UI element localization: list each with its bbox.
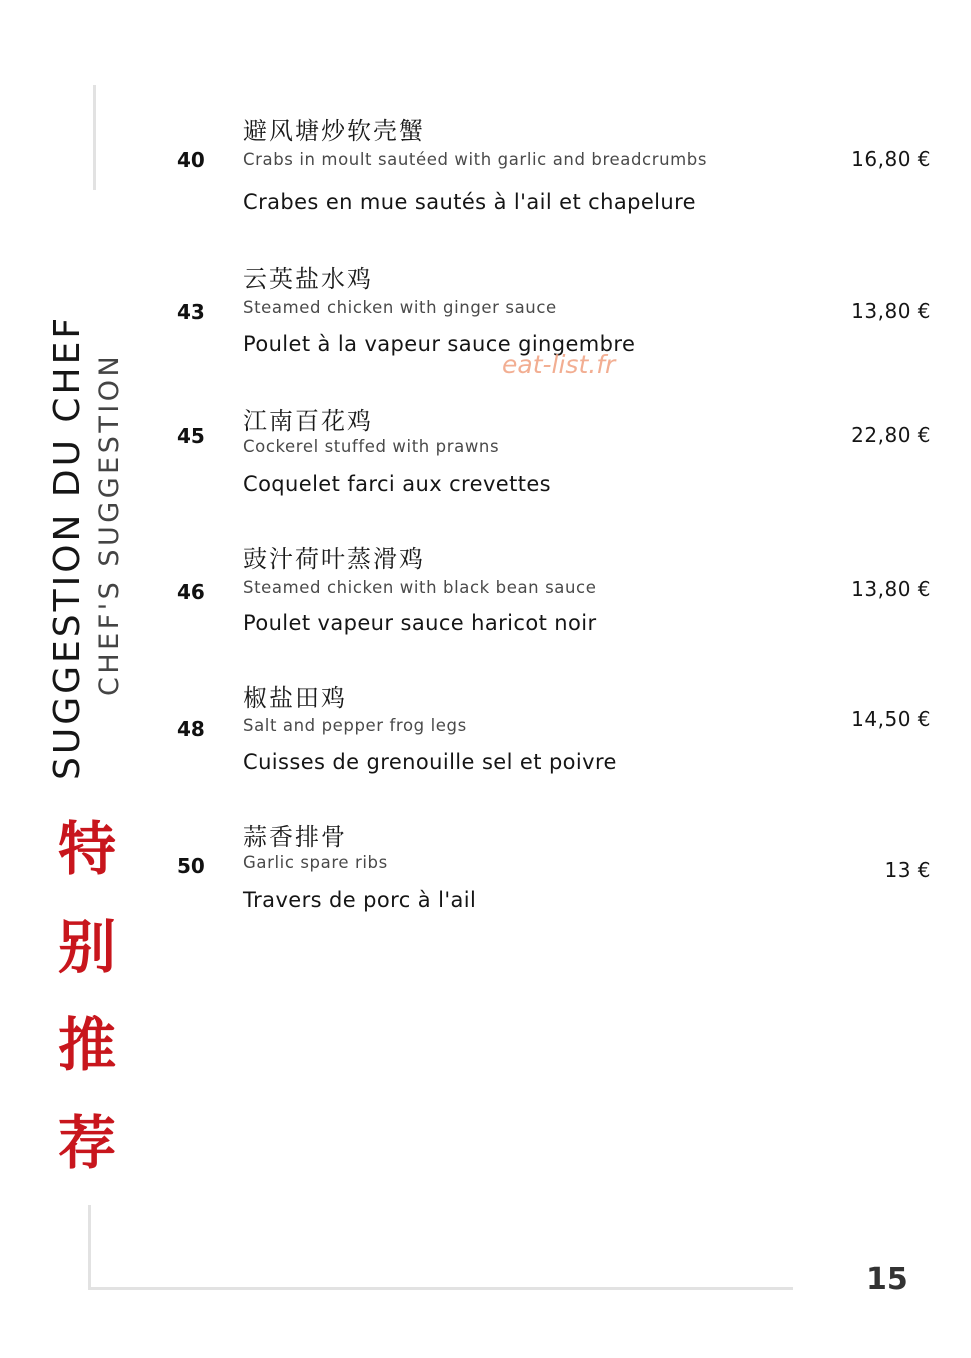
section-title-zh-char: 荐 — [57, 1109, 116, 1177]
frame-line-bottom-vertical — [88, 1205, 91, 1290]
item-price: 16,80 € — [851, 147, 931, 171]
section-title-fr: SUGGESTION DU CHEF — [47, 314, 88, 780]
item-price: 14,50 € — [851, 707, 931, 731]
item-price: 22,80 € — [851, 423, 931, 447]
page-number: 15 — [866, 1262, 908, 1297]
item-name-fr: Poulet à la vapeur sauce gingembre — [243, 332, 636, 356]
item-price: 13 € — [884, 858, 931, 882]
item-name-zh: 云英盐水鸡 — [243, 265, 373, 293]
watermark: eat-list.fr — [502, 350, 616, 379]
section-title-zh-char: 推 — [57, 1011, 116, 1079]
item-name-en: Cockerel stuffed with prawns — [243, 437, 500, 456]
item-number: 45 — [177, 424, 205, 448]
item-name-zh: 避风塘炒软壳蟹 — [243, 117, 425, 145]
item-name-en: Garlic spare ribs — [243, 853, 388, 872]
item-number: 40 — [177, 148, 205, 172]
item-number: 46 — [177, 580, 205, 604]
item-name-fr: Travers de porc à l'ail — [243, 888, 477, 912]
item-name-fr: Cuisses de grenouille sel et poivre — [243, 750, 617, 774]
section-title-zh-char: 特 — [57, 815, 116, 883]
item-name-fr: Poulet vapeur sauce haricot noir — [243, 611, 597, 635]
item-name-en: Crabs in moult sautéed with garlic and breadcrumbs — [243, 150, 708, 169]
item-price: 13,80 € — [851, 299, 931, 323]
item-number: 48 — [177, 717, 205, 741]
item-name-en: Salt and pepper frog legs — [243, 716, 467, 735]
item-name-zh: 豉汁荷叶蒸滑鸡 — [243, 545, 425, 573]
item-number: 50 — [177, 854, 205, 878]
item-number: 43 — [177, 300, 205, 324]
item-price: 13,80 € — [851, 577, 931, 601]
frame-line-top — [93, 85, 96, 190]
section-title-zh-char: 别 — [57, 913, 116, 981]
section-title-en: CHEF'S SUGGESTION — [94, 352, 125, 696]
item-name-zh: 蒜香排骨 — [243, 823, 347, 851]
item-name-fr: Coquelet farci aux crevettes — [243, 472, 552, 496]
item-name-zh: 椒盐田鸡 — [243, 684, 347, 712]
frame-line-bottom-horizontal — [88, 1287, 793, 1290]
item-name-en: Steamed chicken with black bean sauce — [243, 578, 597, 597]
section-title-zh — [52, 800, 122, 1192]
item-name-fr: Crabes en mue sautés à l'ail et chapelure — [243, 190, 696, 214]
item-name-zh: 江南百花鸡 — [243, 407, 373, 435]
item-name-en: Steamed chicken with ginger sauce — [243, 298, 557, 317]
